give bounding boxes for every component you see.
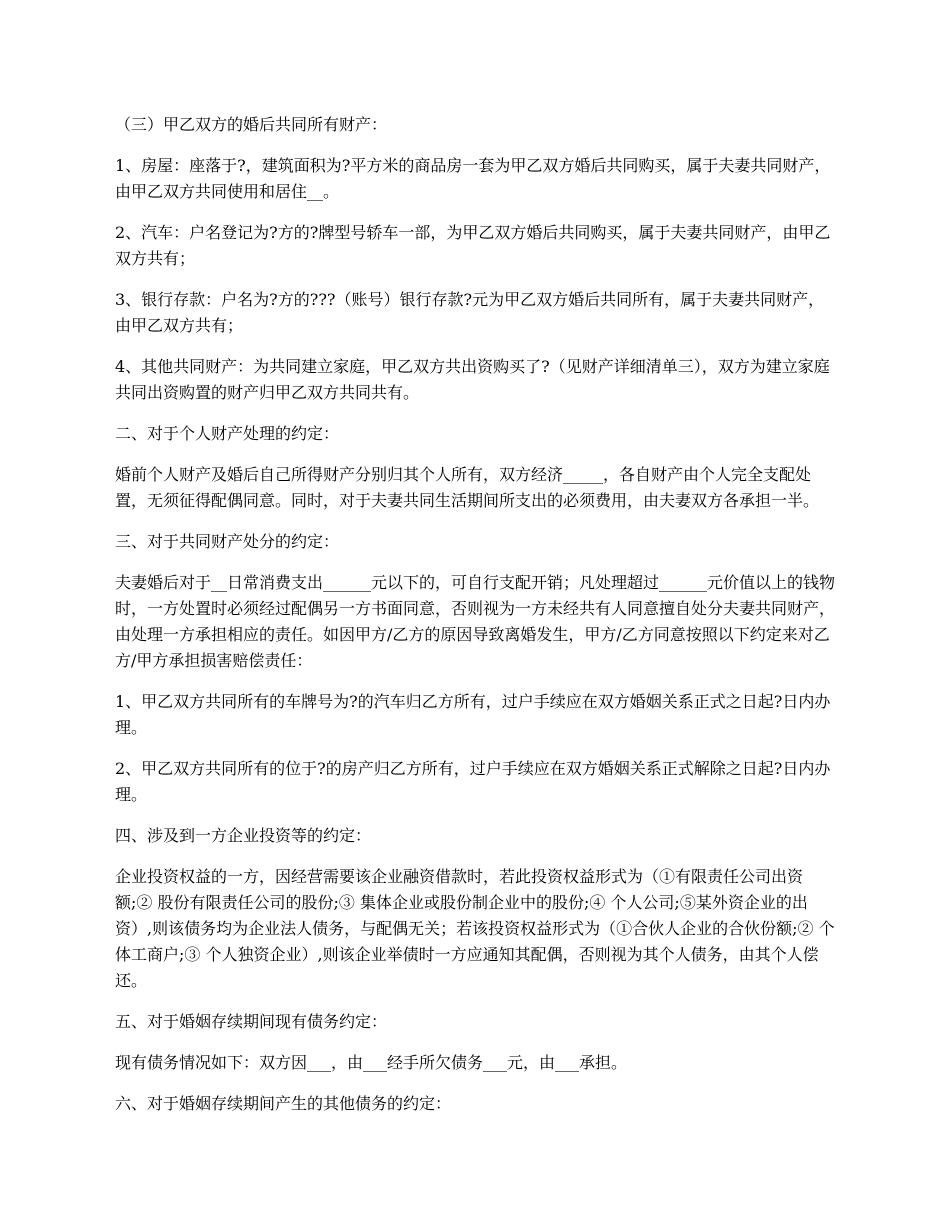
clause-enterprise: 企业投资权益的一方，因经营需要该企业融资借款时，若此投资权益形式为（①有限责任公司出资额;② 股份有限责任公司的股份;③ 集体企业或股份制企业中的股份;④ 个人公司;⑤某外资企业的出资）,则该债务均为企业法人债务，与配偶无关；若该投资权益形式为（①合伙人企业的合伙份额;② 个体工商户;③ 个人独资企业）,则该企业举债时一方应通知其配偶，否则视为其个人债务，由其个人偿还。: [115, 867, 835, 990]
clause-existing-debt: 现有债务情况如下：双方因___，由___经手所欠债务___元，由___承担。: [115, 1053, 628, 1072]
section-heading-existing-debt: 五、对于婚姻存续期间现有债务约定：: [115, 1012, 388, 1031]
section-heading-personal-property: 二、对于个人财产处理的约定：: [115, 424, 340, 443]
clause-joint-disposal: 夫妻婚后对于__日常消费支出______元以下的，可自行支配开销；凡处理超过______元价值以上的钱物时，一方处置时必须经过配偶另一方书面同意，否则视为一方未经共有人同意擅自处分夫妻共同财产，由处理一方承担相应的责任。如因甲方/乙方的原因导致离婚发生，甲方/乙方同意按照以下约定来对乙方/甲方承担损害赔偿责任：: [115, 573, 836, 670]
document-page: [115, 112, 840, 1117]
section-heading-joint-disposal: 三、对于共同财产处分的约定：: [115, 532, 340, 551]
clause-house-transfer: 2、甲乙双方共同所有的位于?的房产归乙方所有，过户手续应在双方婚姻关系正式解除之日起?日内办理。: [115, 759, 831, 804]
section-heading-enterprise: 四、涉及到一方企业投资等的约定：: [115, 826, 372, 845]
clause-personal-property: 婚前个人财产及婚后自己所得财产分别归其个人所有，双方经济_____，各自财产由个人完全支配处置，无须征得配偶同意。同时，对于夫妻共同生活期间所支出的必须费用，由夫妻双方各承担一半。: [115, 465, 820, 510]
section-heading-other-debt: 六、对于婚姻存续期间产生的其他债务的约定：: [115, 1094, 452, 1113]
clause-car: 2、汽车：户名登记为?方的?牌型号轿车一部，为甲乙双方婚后共同购买，属于夫妻共同财产，由甲乙双方共有；: [115, 223, 831, 268]
clause-bank-deposit: 3、银行存款：户名为?方的???（账号）银行存款?元为甲乙双方婚后共同所有，属于夫妻共同财产，由甲乙双方共有；: [115, 290, 825, 335]
clause-house: 1、房屋：座落于?，建筑面积为?平方米的商品房一套为甲乙双方婚后共同购买，属于夫妻共同财产，由甲乙双方共同使用和居住__。: [115, 156, 831, 201]
clause-other-property: 4、其他共同财产：为共同建立家庭，甲乙双方共出资购买了?（见财产详细清单三），双方为建立家庭共同出资购置的财产归甲乙双方共同共有。: [115, 357, 830, 402]
clause-car-transfer: 1、甲乙双方共同所有的车牌号为?的汽车归乙方所有，过户手续应在双方婚姻关系正式之日起?日内办理。: [115, 692, 831, 737]
section-heading-joint-property: （三）甲乙双方的婚后共同所有财产：: [115, 115, 388, 134]
